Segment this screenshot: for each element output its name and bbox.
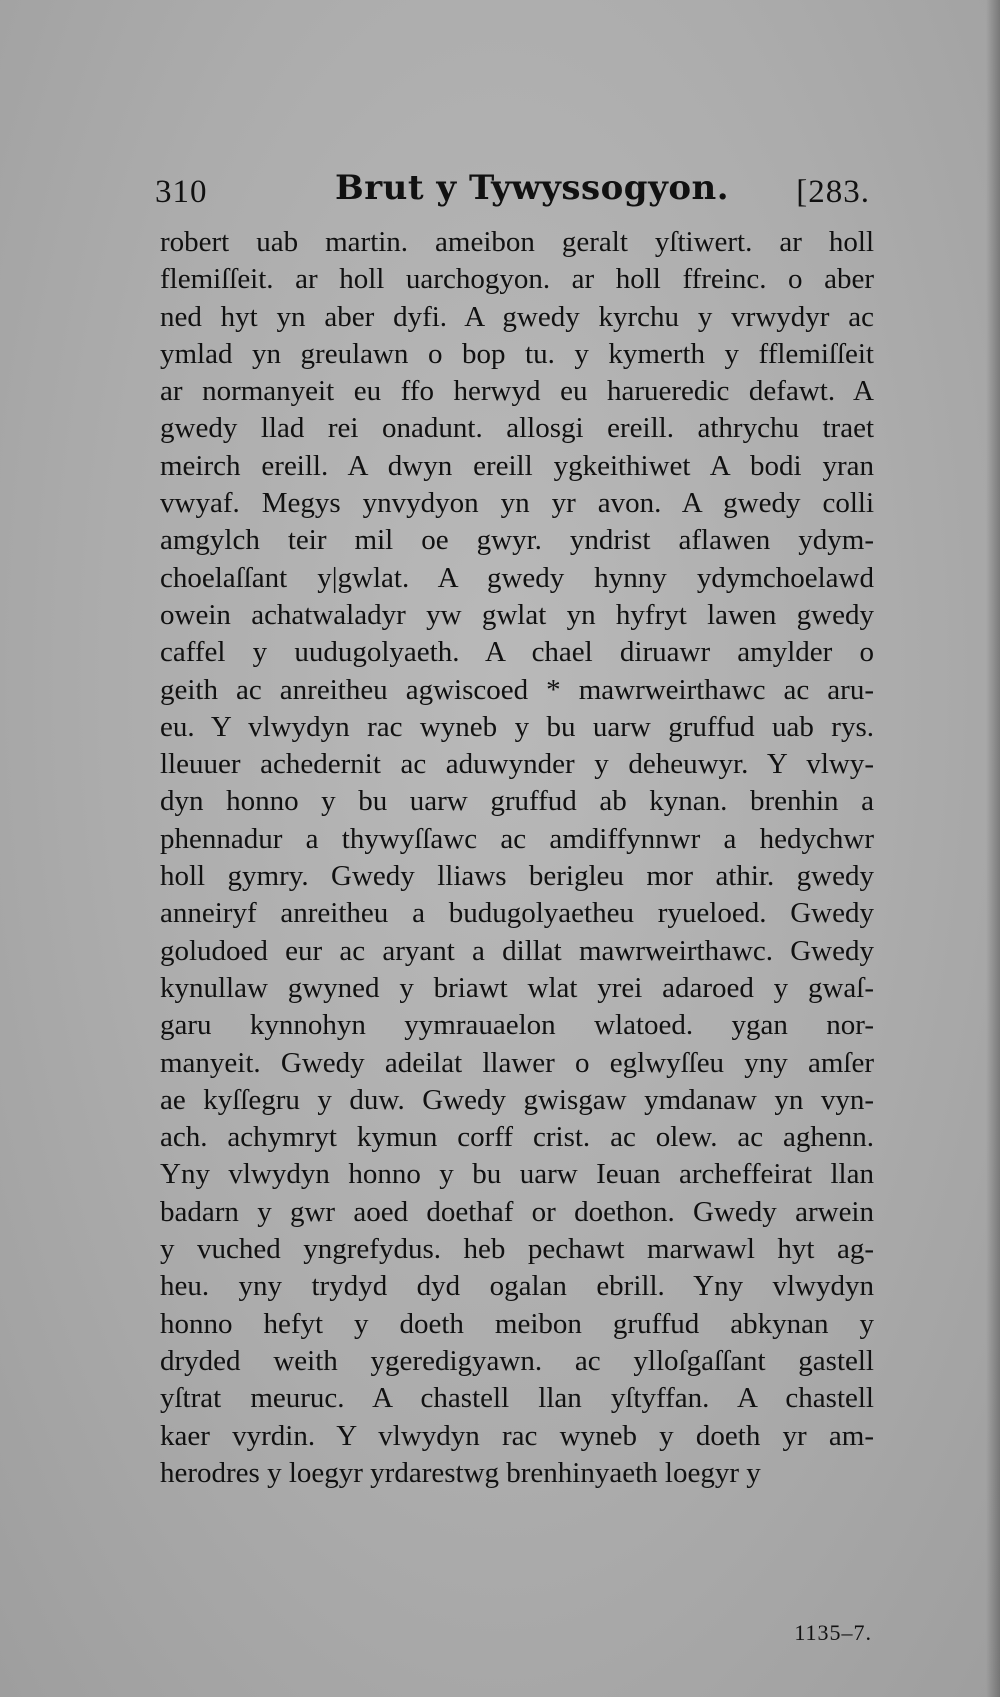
text-line: yſtrat meuruc. A chastell llan yſtyffan. A chastell [160,1382,874,1415]
text-line: holl gymry. Gwedy lliaws berigleu mor athir. gwedy [160,860,874,893]
running-title: Brut y Tywyssogyon. [335,168,730,208]
text-line: robert uab martin. ameibon geralt yſtiwert. ar holl [160,226,874,258]
text-line: geith ac anreitheu agwiscoed * mawrweirthawc ac aru- [160,673,874,706]
text-line: heu. yny trydyd dyd ogalan ebrill. Yny vlwydyn [160,1270,874,1303]
running-head [155,168,870,218]
year-marker: [283. [796,174,870,210]
text-line: eu. Y vlwydyn rac wyneb y bu uarw gruffud uab rys. [160,710,874,743]
text-line: goludoed eur ac aryant a dillat mawrweirthawc. Gwedy [160,934,874,967]
text-line: Yny vlwydyn honno y bu uarw Ieuan archeffeirat llan [160,1158,874,1191]
text-line: ae kyſſegru y duw. Gwedy gwisgaw ymdanaw yn vyn- [160,1083,874,1116]
text-line: phennadur a thywyſſawc ac amdiffynnwr a hedychwr [160,822,874,855]
body-text [160,224,874,1492]
text-line: badarn y gwr aoed doethaf or doethon. Gwedy arwein [160,1195,874,1228]
text-line: kynullaw gwyned y briawt wlat yrei adaroed y gwaſ- [160,971,874,1004]
text-line: anneiryf anreitheu a budugolyaetheu ryueloed. Gwedy [160,897,874,930]
text-line: flemiſſeit. ar holl uarchogyon. ar holl ffreinc. o aber [160,263,874,296]
text-line: ar normanyeit eu ffo herwyd eu harueredic defawt. A [160,375,874,408]
text-line: dyn honno y bu uarw gruffud ab kynan. brenhin a [160,785,874,818]
text-line: herodres y loegyr yrdarestwg brenhinyaeth loegyr y [160,1456,761,1489]
text-line: kaer vyrdin. Y vlwydyn rac wyneb y doeth yr am- [160,1419,874,1452]
text-line: owein achatwaladyr yw gwlat yn hyfryt lawen gwedy [160,598,874,631]
text-line: amgylch teir mil oe gwyr. yndrist aflawen ydym- [160,524,874,557]
text-line: manyeit. Gwedy adeilat llawer o eglwyſſeu yny amſer [160,1046,874,1079]
text-line: ach. achymryt kymun corff crist. ac olew. ac aghenn. [160,1121,874,1154]
text-line: vwyaf. Megys ynvydyon yn yr avon. A gwedy colli [160,487,874,520]
year-range-note: 1135–7. [794,1620,872,1645]
text-line: caffel y uudugolyaeth. A chael diruawr amylder o [160,636,874,669]
page-number: 310 [155,174,208,210]
text-line: garu kynnohyn yymrauaelon wlatoed. ygan nor- [160,1009,874,1042]
text-line: ned hyt yn aber dyfi. A gwedy kyrchu y vrwydyr ac [160,300,874,333]
text-line: lleuuer achedernit ac aduwynder y deheuwyr. Y vlwy- [160,748,874,781]
text-line: y vuched yngrefydus. heb pechawt marwawl hyt ag- [160,1233,874,1266]
text-line: choelaſſant y|gwlat. A gwedy hynny ydymchoelawd [160,561,874,594]
text-line: gwedy llad rei onadunt. allosgi ereill. athrychu traet [160,412,874,445]
text-line: dryded weith ygeredigyawn. ac ylloſgaſſant gastell [160,1344,874,1377]
text-line: ymlad yn greulawn o bop tu. y kymerth y fflemiſſeit [160,337,874,370]
text-line: honno hefyt y doeth meibon gruffud abkynan y [160,1307,874,1340]
text-line: meirch ereill. A dwyn ereill ygkeithiwet A bodi yran [160,449,874,482]
